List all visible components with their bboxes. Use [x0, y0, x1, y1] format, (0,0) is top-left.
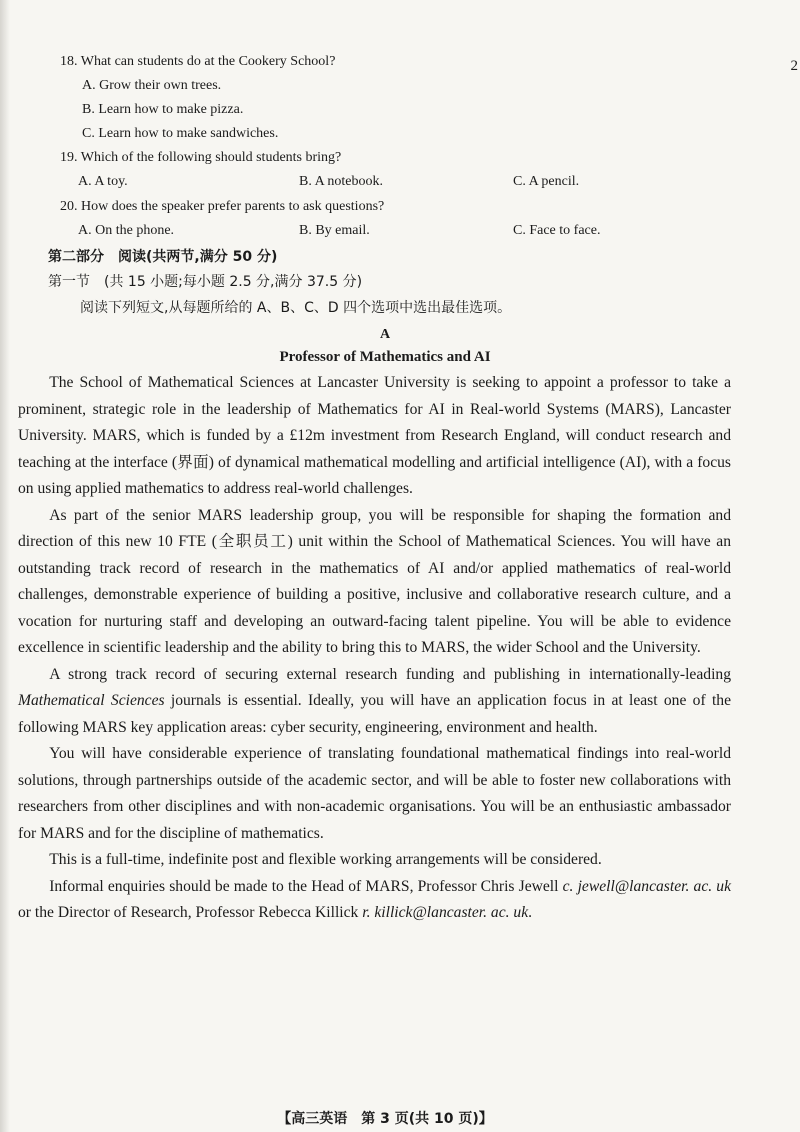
- edge-page-mark: 2: [790, 58, 798, 74]
- q18-option-b: B. Learn how to make pizza.: [82, 102, 244, 117]
- passage-letter: A: [379, 327, 391, 342]
- paragraph-6-text-middle: or the Director of Research, Professor Rebecca Killick: [18, 904, 363, 921]
- journal-name: Mathematical Sciences: [18, 692, 165, 709]
- paragraph-6-text-start: Informal enquiries should be made to the Head of MARS, Professor Chris Jewell: [49, 877, 563, 895]
- q19-option-c: C. A pencil.: [513, 174, 580, 189]
- paragraph-3-text-end: journals is essential. Ideally, you will have an application focus in at least one of the following MARS key application areas: cyber security, engineering, environment and health.: [18, 692, 731, 736]
- passage-paragraph-6: [18, 874, 731, 927]
- q18-option-a: A. Grow their own trees.: [82, 78, 222, 93]
- question-20: 20. How does the speaker prefer parents to ask questions?: [60, 199, 385, 214]
- q18-option-c: C. Learn how to make sandwiches.: [82, 126, 279, 141]
- email-chris-jewell: c. jewell@lancaster. ac. uk: [562, 877, 731, 895]
- question-18: 18. What can students do at the Cookery School?: [60, 54, 336, 69]
- paragraph-6-text-end: .: [528, 904, 533, 921]
- page-footer: 【高三英语 第 3 页(共 10 页)】: [277, 1111, 493, 1127]
- passage-title: Professor of Mathematics and AI: [279, 349, 491, 365]
- passage-body: [18, 370, 731, 927]
- paragraph-3-text-start: A strong track record of securing external research funding and publishing in internationally-leading: [49, 665, 731, 683]
- q20-option-c: C. Face to face.: [513, 223, 601, 238]
- passage-paragraph-3: [18, 662, 731, 742]
- passage-paragraph-2: As part of the senior MARS leadership group, you will be responsible for shaping the formation and direction of this new 10 FTE (全职员工) unit within the School of Mathematical Sciences. You will have an outstanding track record of research in the mathematics of AI and/or applied mathematics of real-world challenges, demonstrable experience of building a positive, inclusive and collaborative research culture, and a vocation for nurturing staff and developing an outward-facing talent pipeline. You will be able to evidence excellence in scientific leadership and the ability to bring this to MARS, the wider School and the University.: [18, 506, 731, 656]
- q20-option-a: A. On the phone.: [78, 223, 175, 238]
- passage-paragraph-4: You will have considerable experience of translating foundational mathematical findings into real-world solutions, through partnerships outside of the academic sector, and will be able to foster new collaborations with researchers from other disciplines and with non-academic organisations. You will be an enthusiastic ambassador for MARS and for the discipline of mathematics.: [18, 745, 731, 842]
- part-two-heading: 第二部分 阅读(共两节,满分 50 分): [48, 249, 278, 265]
- reading-instruction: 阅读下列短文,从每题所给的 A、B、C、D 四个选项中选出最佳选项。: [80, 300, 512, 316]
- passage-paragraph-1: The School of Mathematical Sciences at Lancaster University is seeking to appoint a professor to take a prominent, strategic role in the leadership of Mathematics for AI in Real-world Systems (MARS), Lancaster University. MARS, which is funded by a £12m investment from Research England, will conduct research and teaching at the interface (界面) of dynamical mathematical modelling and artificial intelligence (AI), with a focus on using applied mathematics to address real-world challenges.: [18, 374, 731, 497]
- q20-option-b: B. By email.: [299, 223, 370, 238]
- section-one-heading: 第一节 (共 15 小题;每小题 2.5 分,满分 37.5 分): [48, 274, 363, 290]
- email-rebecca-killick: r. killick@lancaster. ac. uk: [362, 904, 529, 921]
- question-19: 19. Which of the following should students bring?: [60, 150, 342, 165]
- q19-option-b: B. A notebook.: [299, 174, 384, 189]
- page-edge-shadow: [0, 0, 10, 1132]
- q19-option-a: A. A toy.: [78, 174, 128, 189]
- passage-paragraph-5: This is a full-time, indefinite post and flexible working arrangements will be considered.: [49, 851, 602, 868]
